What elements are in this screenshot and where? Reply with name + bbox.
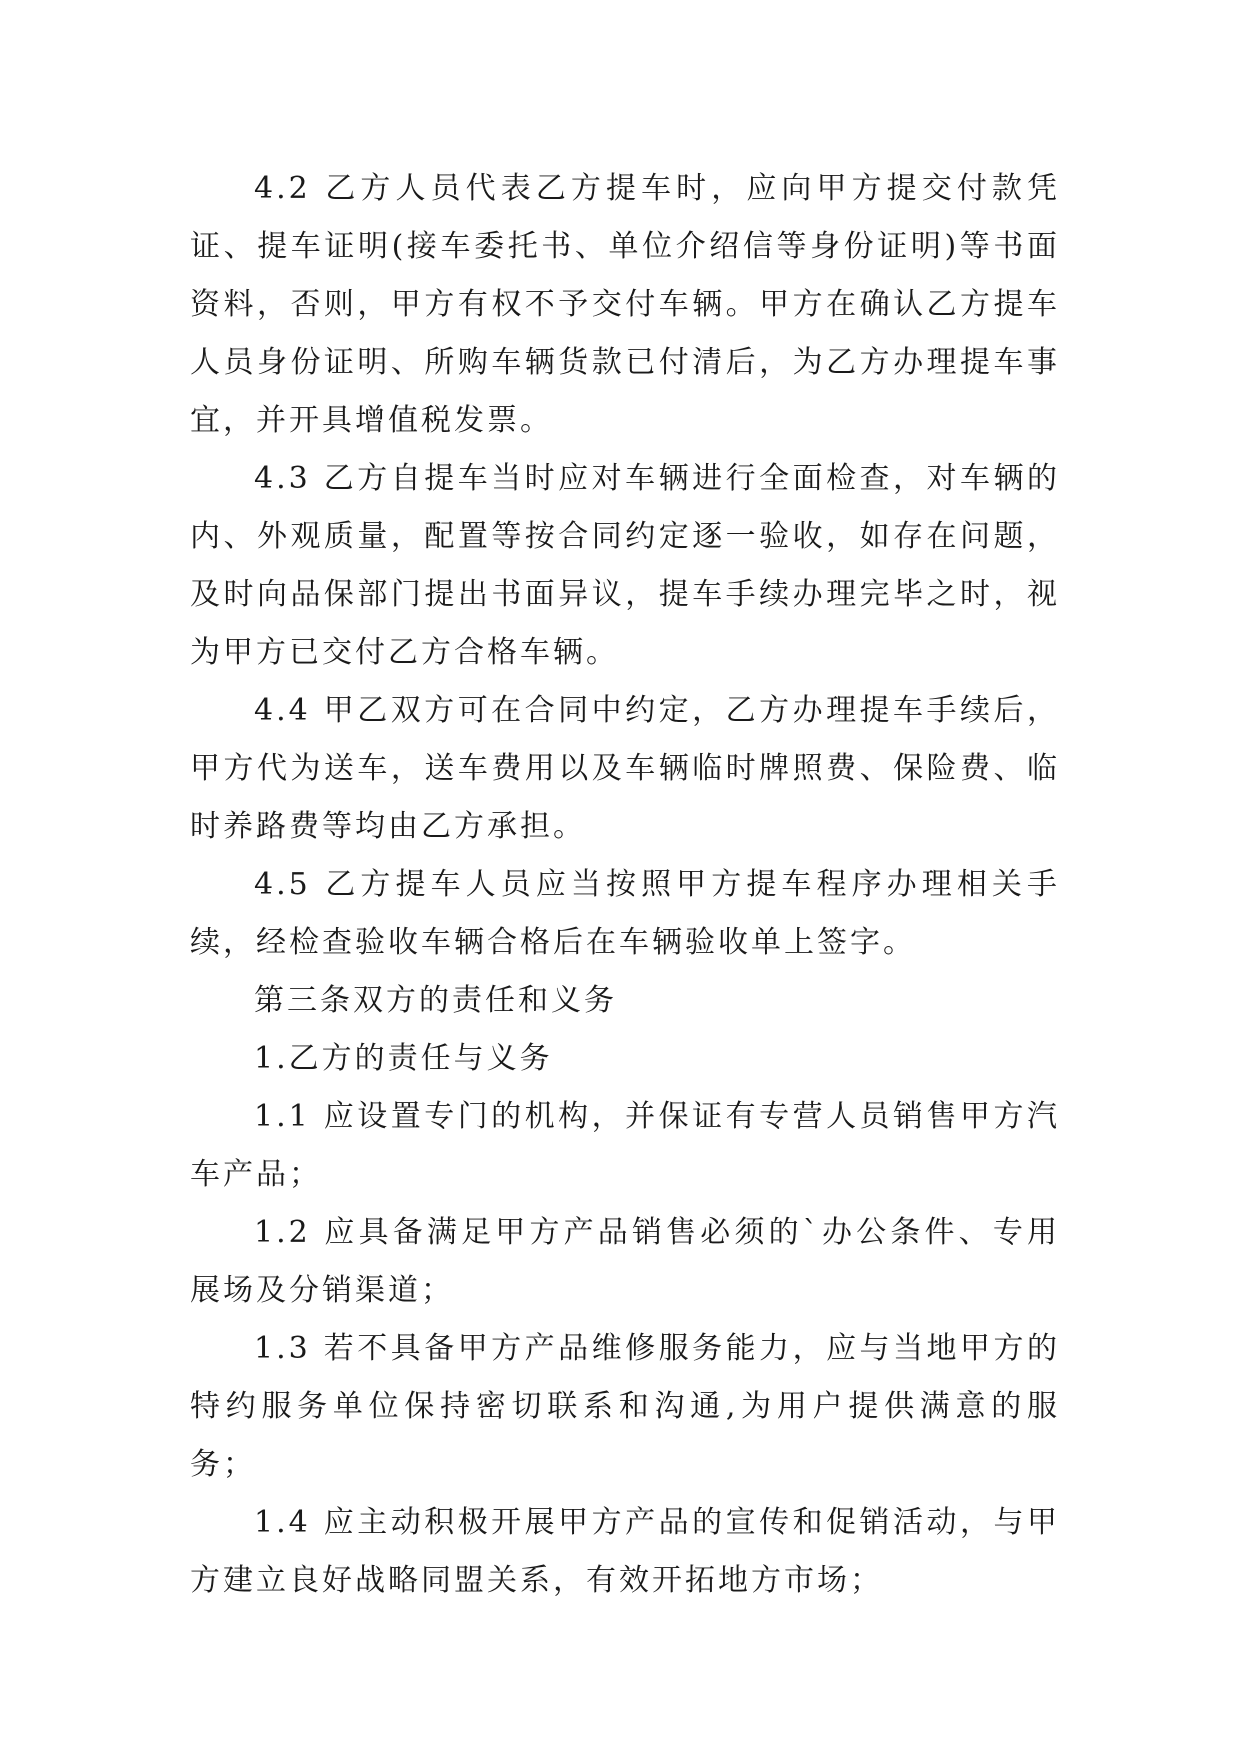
clause-1-1: 1.1 应设置专门的机构，并保证有专营人员销售甲方汽车产品； — [190, 1099, 1060, 1192]
document-body — [190, 160, 1060, 1610]
clause-1-3: 1.3 若不具备甲方产品维修服务能力，应与当地甲方的特约服务单位保持密切联系和沟通,为用户提供满意的服务； — [190, 1331, 1060, 1482]
clause-1-2: 1.2 应具备满足甲方产品销售必须的`办公条件、专用展场及分销渠道； — [190, 1215, 1060, 1308]
subheading-party-b-duties: 1.乙方的责任与义务 — [254, 1041, 553, 1076]
clause-1-4: 1.4 应主动积极开展甲方产品的宣传和促销活动，与甲方建立良好战略同盟关系，有效开拓地方市场； — [190, 1505, 1060, 1598]
clause-4-2: 4.2 乙方人员代表乙方提车时，应向甲方提交付款凭证、提车证明(接车委托书、单位介绍信等身份证明)等书面资料，否则，甲方有权不予交付车辆。甲方在确认乙方提车人员身份证明、所购车辆货款已付清后，为乙方办理提车事宜，并开具增值税发票。 — [190, 171, 1060, 438]
clause-4-5: 4.5 乙方提车人员应当按照甲方提车程序办理相关手续，经检查验收车辆合格后在车辆验收单上签字。 — [190, 867, 1060, 960]
section-heading-article-3: 第三条双方的责任和义务 — [254, 983, 617, 1018]
clause-4-3: 4.3 乙方自提车当时应对车辆进行全面检查，对车辆的内、外观质量，配置等按合同约定逐一验收，如存在问题，及时向品保部门提出书面异议，提车手续办理完毕之时，视为甲方已交付乙方合格车辆。 — [190, 461, 1060, 670]
clause-4-4: 4.4 甲乙双方可在合同中约定，乙方办理提车手续后，甲方代为送车，送车费用以及车辆临时牌照费、保险费、临时养路费等均由乙方承担。 — [190, 693, 1060, 844]
